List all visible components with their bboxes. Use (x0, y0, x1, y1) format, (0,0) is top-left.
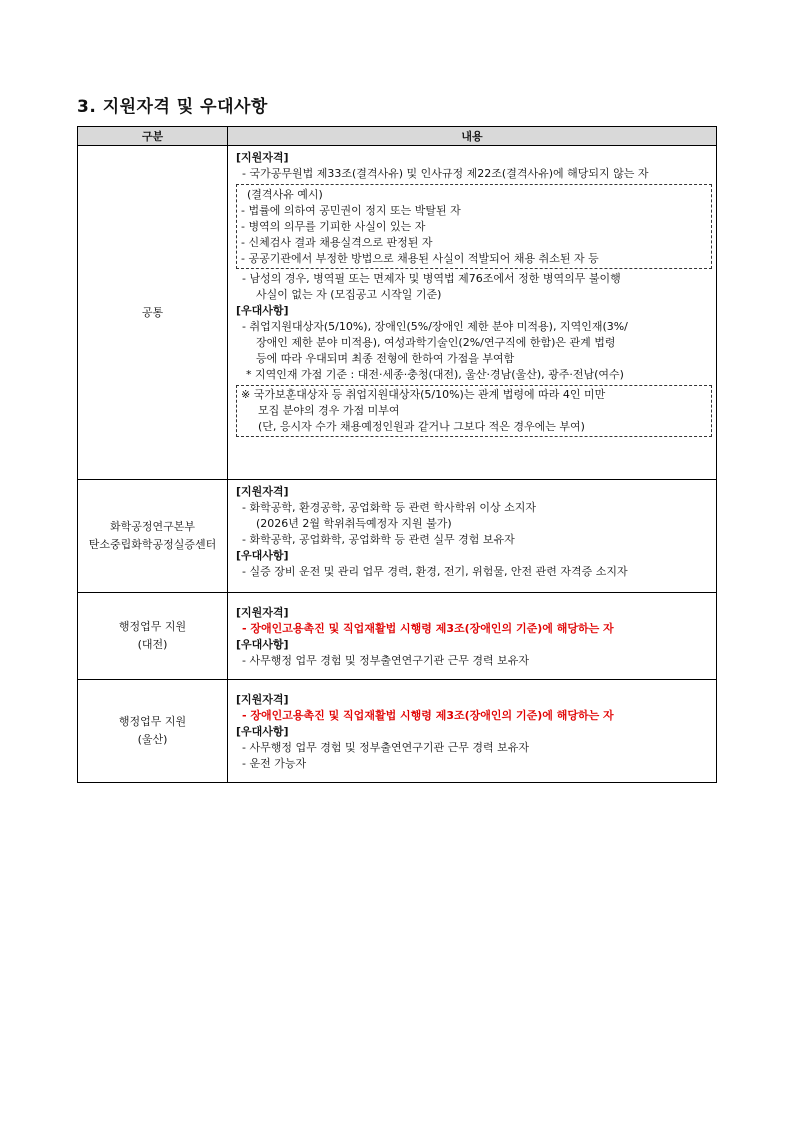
qualification-line: - 화학공학, 공업화학, 공업화학 등 관련 실무 경험 보유자 (242, 533, 515, 546)
category-label: 탄소중립화학공정실증센터 (88, 538, 217, 551)
box-line: (단, 응시자 수가 채용예정인원과 같거나 그보다 적은 경우에는 부여) (258, 420, 585, 433)
preference-line: - 사무행정 업무 경험 및 정부출연연구기관 근무 경력 보유자 (242, 654, 529, 667)
preference-title: [우대사항] (236, 549, 289, 562)
military-line: - 남성의 경우, 병역필 또는 면제자 및 병역법 제76조에서 정한 병역의무 불이행 (242, 272, 621, 285)
preference-line: - 사무행정 업무 경험 및 정부출연연구기관 근무 경력 보유자 (242, 741, 529, 754)
category-label: 행정업무 지원 (118, 620, 187, 633)
category-label: 공통 (141, 305, 164, 319)
qualification-line: - 화학공학, 환경공학, 공업화학 등 관련 학사학위 이상 소지자 (242, 501, 536, 514)
qualification-line: - 국가공무원법 제33조(결격사유) 및 인사규정 제22조(결격사유)에 해당되지 않는 자 (242, 167, 649, 180)
preference-line: - 운전 가능자 (242, 757, 307, 770)
category-cell (78, 480, 228, 593)
military-line: 사실이 없는 자 (모집공고 시작일 기준) (256, 288, 442, 301)
table-row (78, 680, 717, 783)
category-label: (대전) (137, 638, 168, 651)
table-header-row (78, 127, 717, 146)
table-row (78, 593, 717, 680)
category-label: (울산) (137, 733, 168, 746)
header-category: 구분 (78, 127, 228, 146)
box-line: ※ 국가보훈대상자 등 취업지원대상자(5/10%)는 관계 법령에 따라 4인 미만 (241, 388, 606, 401)
qualification-title: [지원자격] (236, 693, 289, 706)
table-row (78, 480, 717, 593)
preference-line: 장애인 제한 분야 미적용), 여성과학기술인(2%/연구직에 한함)은 관계 법령 (256, 336, 616, 349)
category-cell (78, 593, 228, 680)
preference-title: [우대사항] (236, 725, 289, 738)
section-heading: 3. 지원자격 및 우대사항 (77, 97, 268, 117)
content-cell (228, 593, 717, 680)
content-cell (228, 680, 717, 783)
qualification-title: [지원자격] (236, 151, 289, 164)
preference-line: - 취업지원대상자(5/10%), 장애인(5%/장애인 제한 분야 미적용), 지역인재(3%/ (242, 320, 628, 333)
qualification-line: (2026년 2월 학위취득예정자 지원 불가) (256, 517, 452, 530)
disqualification-box (236, 184, 712, 269)
table-row (78, 146, 717, 480)
header-content: 내용 (228, 127, 717, 146)
box-line: - 병역의 의무를 기피한 사실이 있는 자 (241, 220, 426, 233)
category-label: 화학공정연구본부 (109, 520, 195, 533)
preference-line: 등에 따라 우대되며 최종 전형에 한하여 가점을 부여함 (256, 352, 515, 365)
box-line: - 공공기관에서 부정한 방법으로 채용된 사실이 적발되어 채용 취소된 자 등 (241, 252, 599, 265)
category-cell (78, 146, 228, 480)
category-label: 행정업무 지원 (118, 715, 187, 728)
preference-line: - 실증 장비 운전 및 관리 업무 경력, 환경, 전기, 위험물, 안전 관련 자격증 소지자 (242, 565, 628, 578)
qualification-line-highlight: - 장애인고용촉진 및 직업재활법 시행령 제3조(장애인의 기준)에 해당하는 자 (242, 709, 614, 722)
qualification-title: [지원자격] (236, 485, 289, 498)
veteran-note-box (236, 385, 712, 437)
qualification-table (77, 126, 717, 783)
content-cell (228, 146, 717, 480)
qualification-title: [지원자격] (236, 606, 289, 619)
box-line: - 신체검사 결과 채용실격으로 판정된 자 (241, 236, 433, 249)
preference-title: [우대사항] (236, 638, 289, 651)
content-cell (228, 480, 717, 593)
box-line: - 법률에 의하여 공민권이 정지 또는 박탈된 자 (241, 204, 461, 217)
box-line: (결격사유 예시) (247, 188, 323, 201)
preference-title: [우대사항] (236, 304, 289, 317)
regional-note: * 지역인재 가점 기준 : 대전·세종·충청(대전), 울산·경남(울산), 광주·전남(여수) (246, 368, 624, 381)
qualification-line-highlight: - 장애인고용촉진 및 직업재활법 시행령 제3조(장애인의 기준)에 해당하는 자 (242, 622, 614, 635)
box-line: 모집 분야의 경우 가점 미부여 (258, 404, 400, 417)
category-cell (78, 680, 228, 783)
